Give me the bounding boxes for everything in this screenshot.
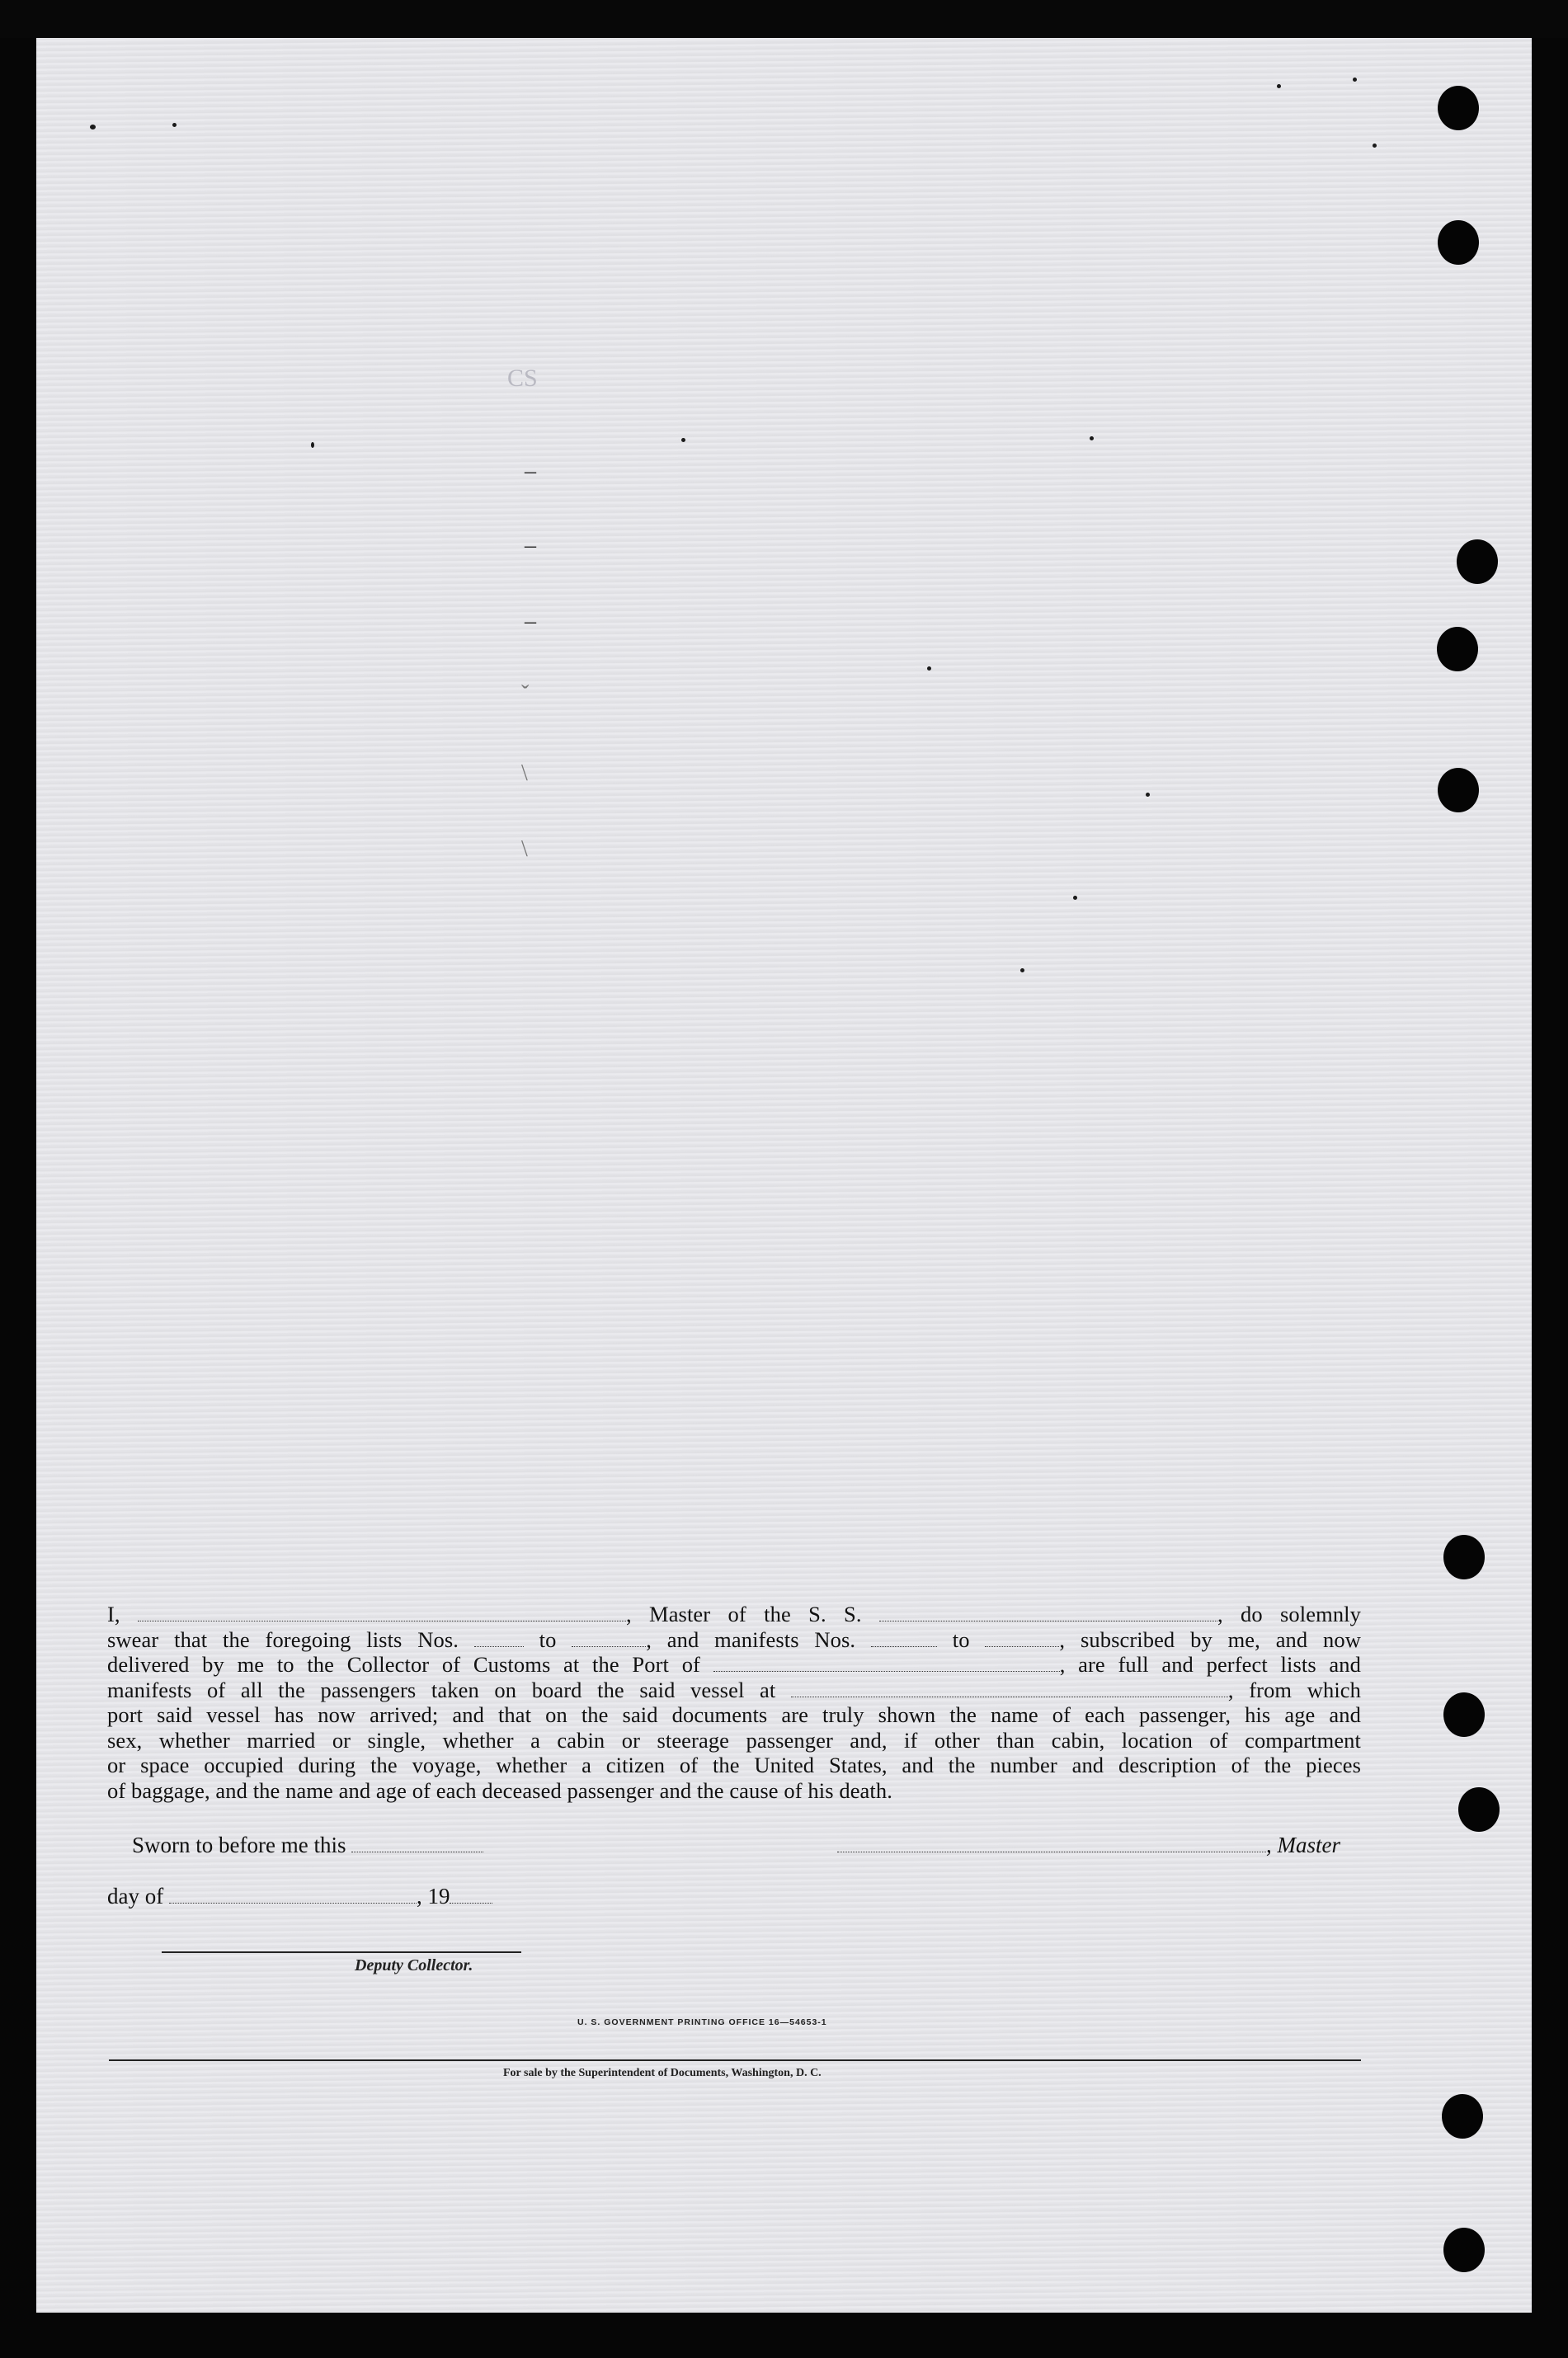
speck bbox=[1020, 968, 1024, 972]
list-from-blank[interactable] bbox=[474, 1630, 524, 1647]
deputy-collector-label: Deputy Collector. bbox=[355, 1956, 473, 1974]
speck bbox=[311, 442, 314, 448]
oath-line-6: sex, whether married or single, whether a cabin or steerage passenger and, if other than cabin, location of compartment bbox=[107, 1727, 1361, 1753]
manifest-from-blank[interactable] bbox=[871, 1630, 937, 1647]
punch-hole bbox=[1438, 220, 1479, 265]
speck bbox=[1146, 793, 1150, 797]
oath-vessel-at: manifests of all the passengers taken on board the said vessel at bbox=[107, 1677, 776, 1702]
oath-to: to bbox=[539, 1626, 557, 1652]
port-blank[interactable] bbox=[713, 1654, 1060, 1672]
oath-full-perfect: , are full and perfect lists and bbox=[1059, 1652, 1361, 1677]
dash-mark: – bbox=[525, 459, 536, 484]
faint-number: CS bbox=[507, 365, 538, 392]
punch-hole bbox=[1437, 627, 1478, 671]
punch-hole bbox=[1438, 768, 1479, 812]
punch-hole bbox=[1458, 1787, 1500, 1832]
for-sale-notice: For sale by the Superintendent of Documents, Washington, D. C. bbox=[503, 2067, 822, 2079]
sworn-day-blank[interactable] bbox=[351, 1835, 483, 1852]
speck bbox=[1373, 144, 1377, 148]
dash-mark: – bbox=[525, 609, 536, 634]
vessel-name-blank[interactable] bbox=[879, 1604, 1217, 1621]
deputy-collector-signature-line[interactable] bbox=[162, 1951, 521, 1953]
master-oath-paragraph bbox=[107, 1602, 1361, 1803]
check-mark: \ bbox=[521, 760, 528, 786]
speck bbox=[927, 666, 931, 671]
day-of-line bbox=[107, 1884, 492, 1909]
speck bbox=[1090, 436, 1094, 440]
oath-to-2: to bbox=[952, 1626, 970, 1652]
punch-hole bbox=[1442, 2094, 1483, 2139]
year-blank[interactable] bbox=[450, 1886, 492, 1904]
speck bbox=[172, 123, 177, 127]
speck bbox=[1353, 78, 1357, 82]
oath-lists-nos: swear that the foregoing lists Nos. bbox=[107, 1626, 459, 1652]
dash-mark: – bbox=[525, 533, 536, 558]
month-blank[interactable] bbox=[169, 1886, 417, 1904]
oath-manifests-nos: , and manifests Nos. bbox=[646, 1626, 856, 1652]
master-signature-line bbox=[837, 1833, 1340, 1858]
document-page bbox=[36, 38, 1532, 2313]
master-signature-blank[interactable] bbox=[837, 1835, 1266, 1852]
departure-port-blank[interactable] bbox=[791, 1680, 1228, 1697]
oath-line-7: or space occupied during the voyage, whether a citizen of the United States, and the number and description of the pieces bbox=[107, 1753, 1361, 1777]
oath-line-2 bbox=[107, 1627, 1361, 1653]
oath-line-4 bbox=[107, 1678, 1361, 1703]
master-name-blank[interactable] bbox=[138, 1604, 626, 1621]
punch-hole bbox=[1443, 1535, 1485, 1579]
footer-rule bbox=[109, 2059, 1361, 2061]
master-label: , Master bbox=[1266, 1833, 1340, 1857]
oath-line-3 bbox=[107, 1652, 1361, 1678]
gpo-imprint: U. S. GOVERNMENT PRINTING OFFICE 16—54653-1 bbox=[577, 2017, 827, 2027]
oath-line-1 bbox=[107, 1602, 1361, 1627]
list-to-blank[interactable] bbox=[572, 1630, 646, 1647]
sworn-label bbox=[132, 1833, 483, 1858]
speck bbox=[1073, 896, 1077, 900]
check-mark: ˇ bbox=[521, 681, 530, 707]
punch-hole bbox=[1457, 539, 1498, 584]
punch-hole bbox=[1438, 86, 1479, 130]
oath-subscribed: , subscribed by me, and now bbox=[1059, 1626, 1361, 1652]
sworn-text: Sworn to before me this bbox=[132, 1833, 346, 1857]
scan-border bbox=[0, 0, 1568, 38]
day-of-text: day of bbox=[107, 1884, 164, 1909]
oath-port-of: delivered by me to the Collector of Customs at the Port of bbox=[107, 1652, 700, 1677]
oath-line-5: port said vessel has now arrived; and that on the said documents are truly shown the name of each passenger, his age and bbox=[107, 1702, 1361, 1727]
year-label: , 19 bbox=[416, 1884, 450, 1909]
speck bbox=[90, 125, 96, 129]
speck bbox=[1277, 84, 1281, 88]
punch-hole bbox=[1443, 2228, 1485, 2272]
punch-hole bbox=[1443, 1692, 1485, 1737]
oath-master-of-ss: , Master of the S. S. bbox=[625, 1602, 862, 1626]
oath-solemnly: , do solemnly bbox=[1217, 1602, 1361, 1626]
oath-i: I, bbox=[107, 1602, 120, 1626]
speck bbox=[681, 438, 685, 442]
oath-line-8: of baggage, and the name and age of each deceased passenger and the cause of his death. bbox=[107, 1777, 892, 1803]
manifest-to-blank[interactable] bbox=[985, 1630, 1059, 1647]
check-mark: \ bbox=[521, 836, 528, 862]
oath-from-which: , from which bbox=[1227, 1677, 1361, 1702]
